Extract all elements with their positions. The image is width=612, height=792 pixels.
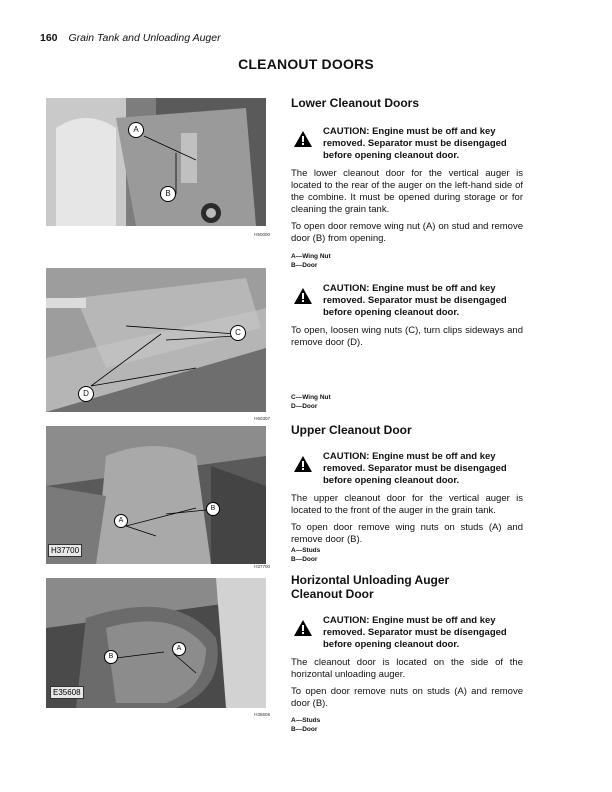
body-paragraph: The upper cleanout door for the vertical auger is located to the front of the auger in the grain tank. — [291, 493, 523, 516]
caution-text: CAUTION: Engine must be off and key removed. Separator must be disengaged before opening cleanout door. — [323, 451, 507, 486]
body-paragraph: To open door remove nuts on studs (A) and remove door (B). — [291, 686, 523, 709]
legend-item: C—Wing Nut — [291, 394, 331, 401]
warning-triangle-icon — [293, 287, 313, 305]
legend-item: B—Door — [291, 262, 318, 269]
photo-code: H50000 — [254, 232, 270, 237]
caution-text: CAUTION: Engine must be off and key removed. Separator must be disengaged before opening cleanout door. — [323, 283, 507, 318]
callout-b: B — [206, 502, 220, 516]
photo-wing-nut-door — [46, 268, 266, 412]
legend-item: A—Wing Nut — [291, 253, 331, 260]
legend-item: B—Door — [291, 726, 318, 733]
caution-text: CAUTION: Engine must be off and key removed. Separator must be disengaged before opening cleanout door. — [323, 615, 507, 650]
photo-code: H37700 — [254, 564, 270, 569]
legend-item: A—Studs — [291, 547, 321, 554]
photo-upper-cleanout — [46, 426, 266, 564]
photo-stamp: H37700 — [48, 544, 82, 557]
photo-stamp: E35608 — [50, 686, 84, 699]
warning-triangle-icon — [293, 619, 313, 637]
caution-text: CAUTION: Engine must be off and key removed. Separator must be disengaged before opening cleanout door. — [323, 126, 507, 161]
callout-a: A — [172, 642, 186, 656]
caution-block — [291, 615, 523, 651]
caution-block — [291, 126, 523, 162]
body-paragraph: The lower cleanout door for the vertical auger is located to the rear of the auger on the left-hand side of the combine. It must be opened during storage or for cleaning the grain tank. — [291, 168, 523, 215]
callout-b: B — [104, 650, 118, 664]
legend-item: D—Door — [291, 403, 318, 410]
section-second-door — [291, 283, 523, 349]
body-paragraph: To open door remove wing nut (A) on stud and remove door (B) from opening. — [291, 221, 523, 244]
section-heading: Upper Cleanout Door — [291, 423, 412, 437]
photo-lower-cleanout — [46, 98, 266, 226]
page-title: CLEANOUT DOORS — [238, 56, 374, 72]
warning-triangle-icon — [293, 455, 313, 473]
callout-a: A — [128, 122, 144, 138]
callout-b: B — [160, 186, 176, 202]
callout-c: C — [230, 325, 246, 341]
photo-code: H50307 — [254, 416, 270, 421]
legend-item: A—Studs — [291, 717, 321, 724]
legend-second-door — [291, 393, 523, 411]
section-upper-cleanout — [291, 423, 523, 564]
callout-a: A — [114, 514, 128, 528]
body-paragraph: To open, loosen wing nuts (C), turn clips sideways and remove door (D). — [291, 325, 523, 348]
section-lower-cleanout — [291, 96, 523, 270]
section-heading: Horizontal Unloading Auger Cleanout Door — [291, 573, 450, 601]
section-horizontal-auger — [291, 573, 523, 734]
caution-block — [291, 451, 523, 487]
warning-triangle-icon — [293, 130, 313, 148]
legend-item: B—Door — [291, 556, 318, 563]
section-name: Grain Tank and Unloading Auger — [68, 32, 221, 44]
caution-block — [291, 283, 523, 319]
body-paragraph: The cleanout door is located on the side of the horizontal unloading auger. — [291, 657, 523, 680]
running-header — [40, 32, 221, 44]
photo-horizontal-auger — [46, 578, 266, 708]
section-heading: Lower Cleanout Doors — [291, 96, 420, 110]
page-number: 160 — [40, 32, 58, 44]
photo-code: H35608 — [254, 712, 270, 717]
body-paragraph: To open door remove wing nuts on studs (A) and remove door (B). — [291, 522, 523, 545]
callout-d: D — [78, 386, 94, 402]
